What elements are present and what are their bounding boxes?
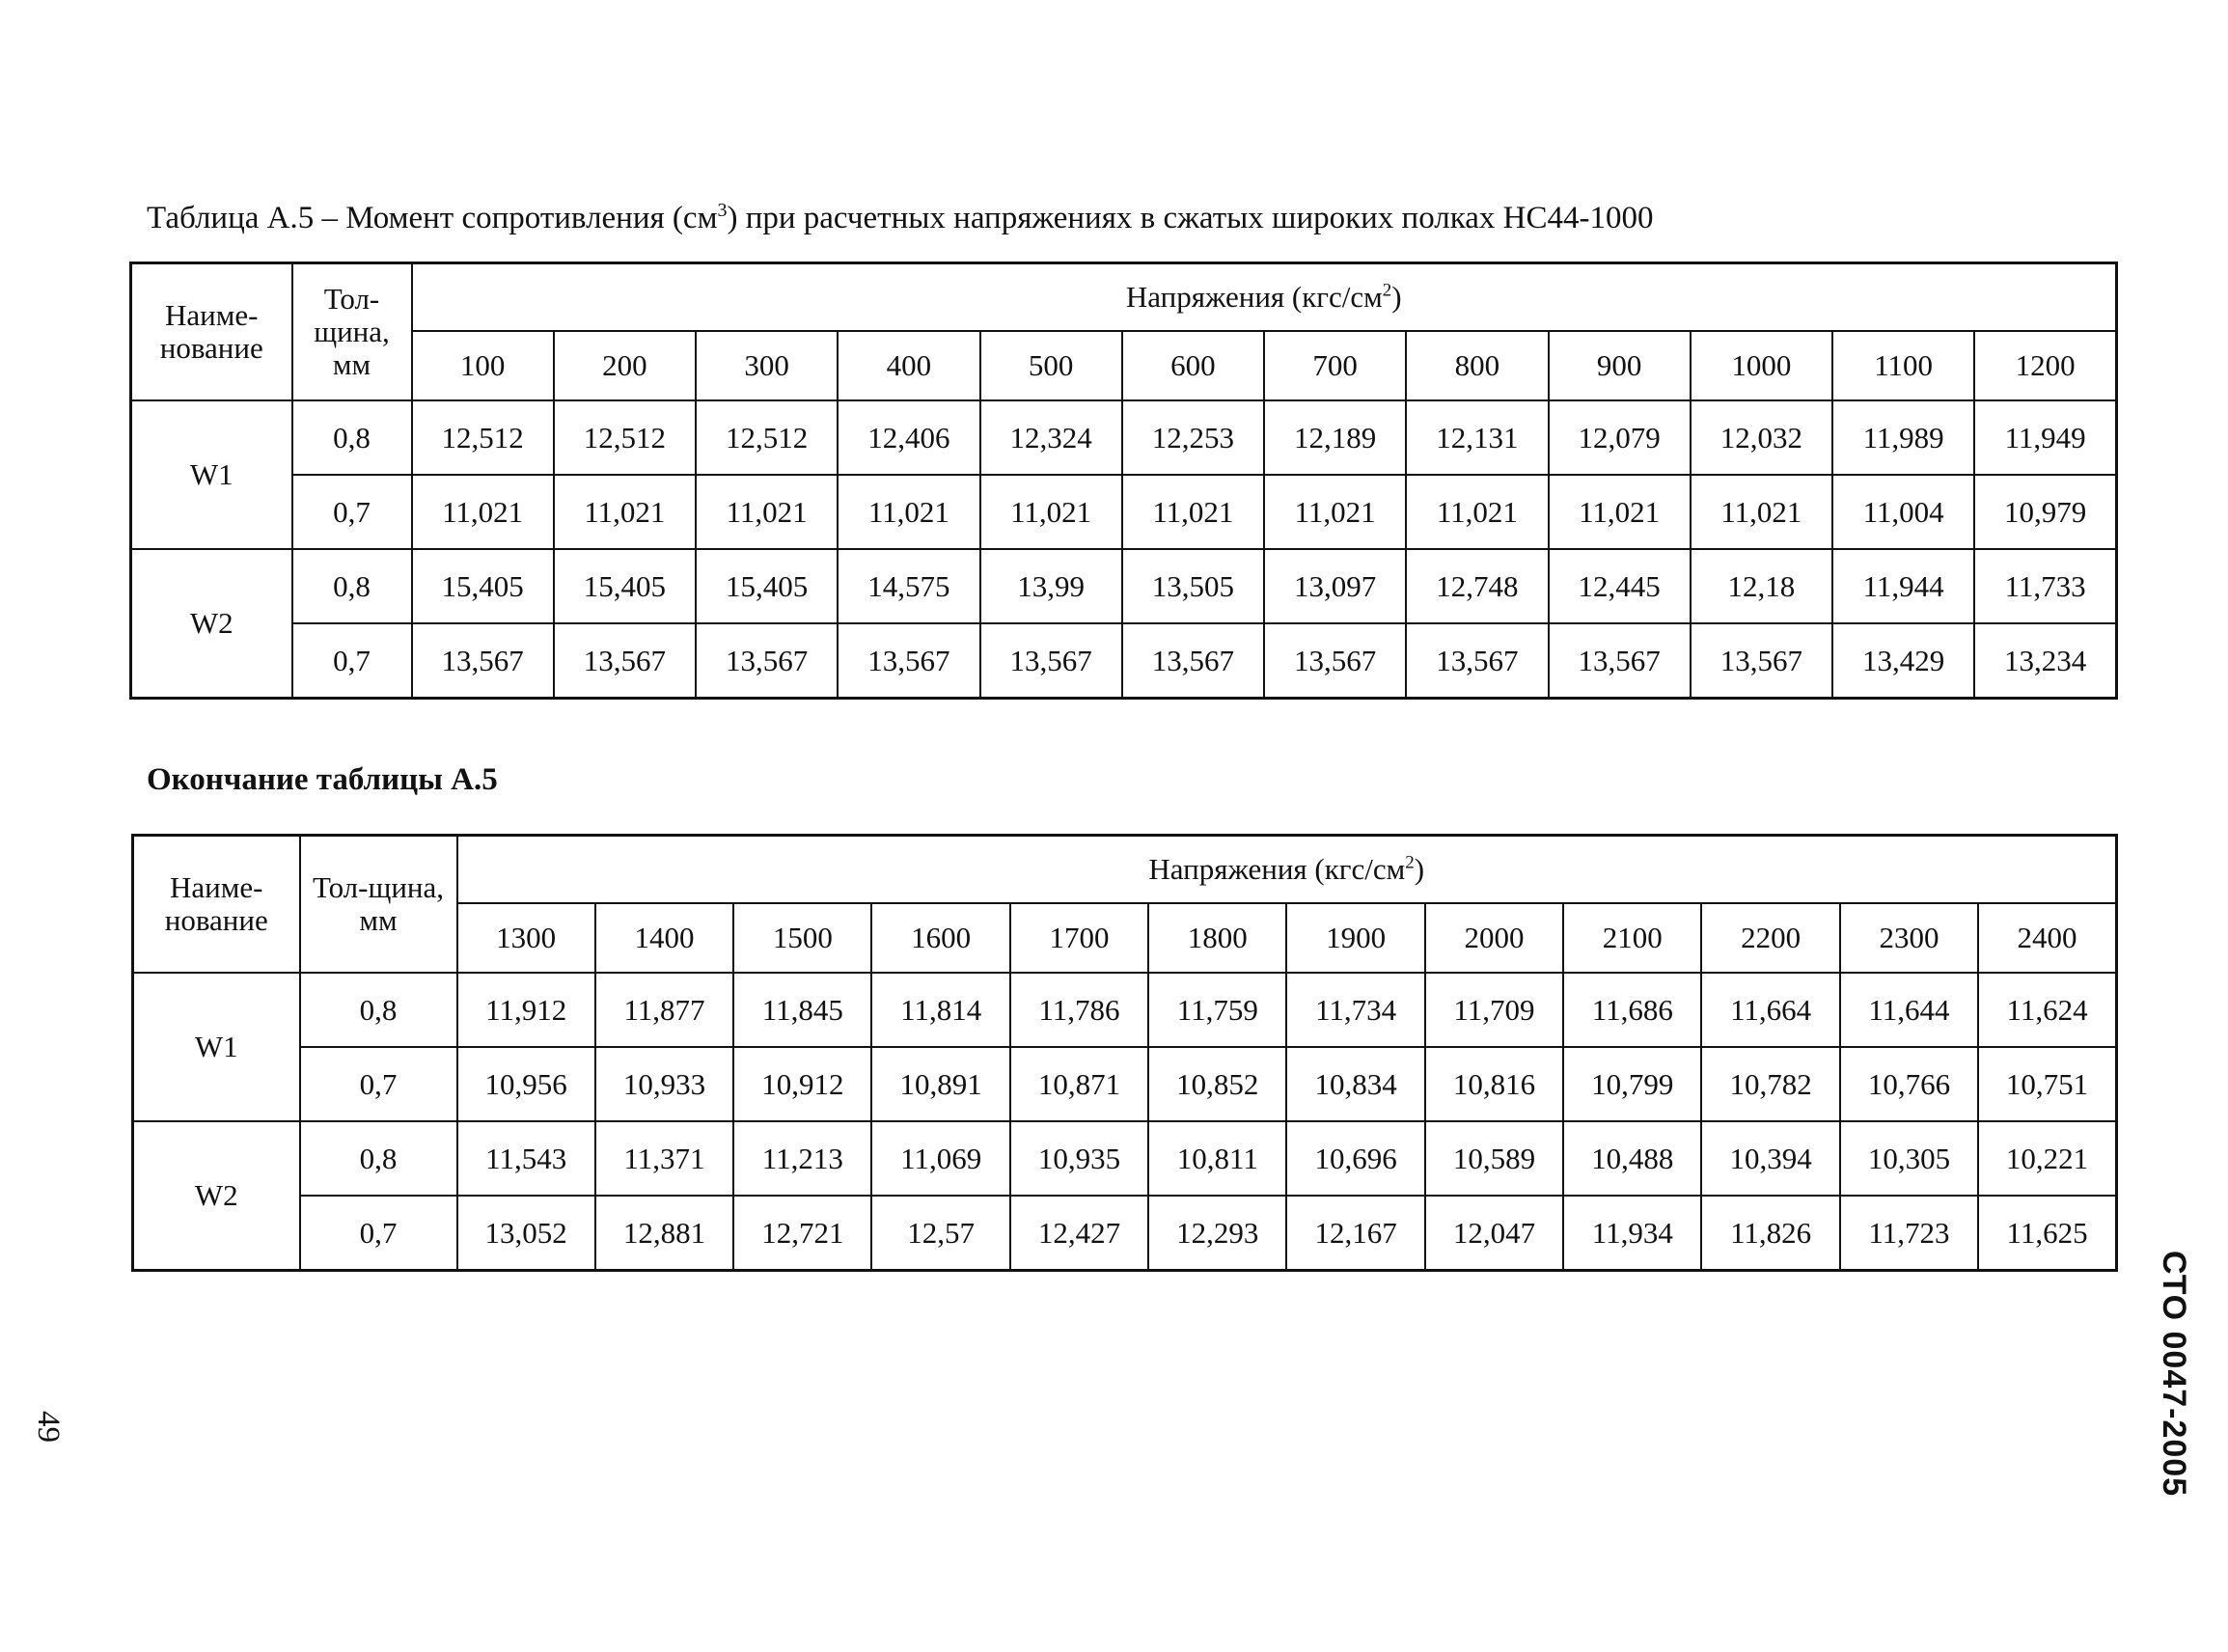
value-cell: 12,189 (1264, 400, 1406, 475)
row-group-name: W2 (133, 1121, 300, 1271)
value-cell: 11,543 (457, 1121, 595, 1196)
stress-column-header: 1600 (871, 903, 1009, 973)
value-cell: 12,57 (871, 1196, 1009, 1271)
value-cell: 13,505 (1122, 549, 1264, 623)
value-cell: 11,845 (733, 973, 871, 1047)
value-cell: 11,814 (871, 973, 1009, 1047)
stress-column-header: 1000 (1691, 331, 1832, 400)
stress-column-header: 500 (980, 331, 1122, 400)
header-stress-superscript: 2 (1405, 852, 1415, 873)
stress-column-header: 1700 (1010, 903, 1148, 973)
stress-column-header: 400 (838, 331, 979, 400)
value-cell: 11,786 (1010, 973, 1148, 1047)
stress-column-header: 1200 (1974, 331, 2116, 400)
header-name: Наиме-нование (133, 836, 300, 974)
value-cell: 12,18 (1691, 549, 1832, 623)
value-cell: 11,213 (733, 1121, 871, 1196)
stress-column-header: 2300 (1840, 903, 1978, 973)
thickness-cell: 0,7 (292, 623, 412, 699)
header-stress-text: Напряжения (кгс/см (1148, 852, 1406, 886)
value-cell: 10,766 (1840, 1047, 1978, 1121)
value-cell: 10,751 (1978, 1047, 2116, 1121)
value-cell: 12,748 (1406, 549, 1548, 623)
stress-column-header: 1100 (1832, 331, 1974, 400)
caption-text-suffix: ) при расчетных напряжениях в сжатых широких полках НС44-1000 (727, 201, 1654, 235)
value-cell: 10,956 (457, 1047, 595, 1121)
stress-column-header: 1800 (1148, 903, 1286, 973)
value-cell: 11,371 (595, 1121, 733, 1196)
header-name: Наиме-нование (131, 263, 292, 401)
value-cell: 11,877 (595, 973, 733, 1047)
value-cell: 11,944 (1832, 549, 1974, 623)
value-cell: 11,021 (1406, 475, 1548, 549)
value-cell: 11,826 (1701, 1196, 1839, 1271)
thickness-cell: 0,7 (300, 1047, 457, 1121)
stress-column-header: 1300 (457, 903, 595, 973)
value-cell: 13,567 (554, 623, 696, 699)
value-cell: 10,589 (1425, 1121, 1563, 1196)
value-cell: 11,734 (1286, 973, 1424, 1047)
value-cell: 11,069 (871, 1121, 1009, 1196)
thickness-cell: 0,7 (292, 475, 412, 549)
stress-column-header: 300 (696, 331, 838, 400)
value-cell: 11,021 (1122, 475, 1264, 549)
document-code: СТО 0047-2005 (2156, 1251, 2192, 1498)
value-cell: 12,131 (1406, 400, 1548, 475)
table-caption (147, 191, 1654, 237)
value-cell: 11,644 (1840, 973, 1978, 1047)
stress-column-header: 2000 (1425, 903, 1563, 973)
value-cell: 10,935 (1010, 1121, 1148, 1196)
header-thickness: Тол-щина, мм (292, 263, 412, 401)
value-cell: 13,567 (1406, 623, 1548, 699)
value-cell: 11,021 (412, 475, 554, 549)
value-cell: 13,567 (980, 623, 1122, 699)
stress-column-header: 100 (412, 331, 554, 400)
value-cell: 12,512 (412, 400, 554, 475)
value-cell: 14,575 (838, 549, 979, 623)
moment-table-part-2 (131, 834, 2118, 1272)
value-cell: 11,989 (1832, 400, 1974, 475)
row-group-name: W1 (133, 973, 300, 1121)
value-cell: 11,021 (1264, 475, 1406, 549)
header-row (131, 263, 2117, 332)
thickness-cell: 0,7 (300, 1196, 457, 1271)
value-cell: 12,881 (595, 1196, 733, 1271)
header-row (133, 836, 2117, 904)
caption-text: Таблица А.5 – Момент сопротивления (см (147, 201, 718, 235)
thickness-cell: 0,8 (300, 973, 457, 1047)
value-cell: 15,405 (554, 549, 696, 623)
stress-column-header: 2400 (1978, 903, 2116, 973)
value-cell: 11,021 (980, 475, 1122, 549)
value-cell: 11,912 (457, 973, 595, 1047)
value-cell: 11,686 (1563, 973, 1701, 1047)
stress-column-header: 600 (1122, 331, 1264, 400)
value-cell: 13,567 (1691, 623, 1832, 699)
value-cell: 11,021 (696, 475, 838, 549)
value-cell: 12,032 (1691, 400, 1832, 475)
value-cell: 13,99 (980, 549, 1122, 623)
value-cell: 11,021 (554, 475, 696, 549)
row-group-name: W2 (131, 549, 292, 699)
value-cell: 11,004 (1832, 475, 1974, 549)
value-cell: 12,427 (1010, 1196, 1148, 1271)
value-cell: 10,891 (871, 1047, 1009, 1121)
value-cell: 11,624 (1978, 973, 2116, 1047)
value-cell: 12,406 (838, 400, 979, 475)
value-cell: 11,934 (1563, 1196, 1701, 1271)
page-number: 49 (31, 1411, 66, 1443)
header-stress (457, 836, 2117, 904)
value-cell: 11,021 (1691, 475, 1832, 549)
table-row (131, 400, 2117, 475)
thickness-cell: 0,8 (292, 549, 412, 623)
table-continuation-title: Окончание таблицы А.5 (147, 762, 498, 797)
value-cell: 13,567 (838, 623, 979, 699)
value-cell: 11,021 (838, 475, 979, 549)
value-cell: 12,721 (733, 1196, 871, 1271)
table-row (131, 623, 2117, 699)
value-cell: 11,733 (1974, 549, 2116, 623)
header-stress-suffix: ) (1391, 280, 1402, 314)
stress-values-row (131, 331, 2117, 400)
value-cell: 10,696 (1286, 1121, 1424, 1196)
moment-table-part-1 (129, 262, 2118, 700)
value-cell: 13,052 (457, 1196, 595, 1271)
value-cell: 12,445 (1549, 549, 1691, 623)
table-row (133, 1196, 2117, 1271)
table-row (133, 1047, 2117, 1121)
value-cell: 10,488 (1563, 1121, 1701, 1196)
table-row (131, 475, 2117, 549)
stress-column-header: 800 (1406, 331, 1548, 400)
value-cell: 10,834 (1286, 1047, 1424, 1121)
value-cell: 12,512 (696, 400, 838, 475)
row-group-name: W1 (131, 400, 292, 549)
value-cell: 10,979 (1974, 475, 2116, 549)
value-cell: 12,167 (1286, 1196, 1424, 1271)
value-cell: 13,429 (1832, 623, 1974, 699)
value-cell: 13,234 (1974, 623, 2116, 699)
stress-column-header: 2200 (1701, 903, 1839, 973)
table-row (133, 1121, 2117, 1196)
value-cell: 15,405 (412, 549, 554, 623)
stress-column-header: 900 (1549, 331, 1691, 400)
value-cell: 10,852 (1148, 1047, 1286, 1121)
thickness-cell: 0,8 (300, 1121, 457, 1196)
stress-column-header: 1400 (595, 903, 733, 973)
value-cell: 12,047 (1425, 1196, 1563, 1271)
value-cell: 10,912 (733, 1047, 871, 1121)
stress-column-header: 700 (1264, 331, 1406, 400)
value-cell: 13,567 (412, 623, 554, 699)
value-cell: 11,759 (1148, 973, 1286, 1047)
header-stress-text: Напряжения (кгс/см (1125, 280, 1383, 314)
value-cell: 10,816 (1425, 1047, 1563, 1121)
value-cell: 10,305 (1840, 1121, 1978, 1196)
value-cell: 10,221 (1978, 1121, 2116, 1196)
value-cell: 11,625 (1978, 1196, 2116, 1271)
value-cell: 10,799 (1563, 1047, 1701, 1121)
value-cell: 10,933 (595, 1047, 733, 1121)
value-cell: 13,567 (696, 623, 838, 699)
value-cell: 13,567 (1549, 623, 1691, 699)
value-cell: 13,567 (1122, 623, 1264, 699)
value-cell: 12,324 (980, 400, 1122, 475)
header-stress (412, 263, 2117, 332)
table-row (133, 973, 2117, 1047)
header-stress-superscript: 2 (1382, 280, 1392, 301)
value-cell: 12,293 (1148, 1196, 1286, 1271)
header-stress-suffix: ) (1414, 852, 1425, 886)
value-cell: 11,709 (1425, 973, 1563, 1047)
value-cell: 15,405 (696, 549, 838, 623)
stress-column-header: 1500 (733, 903, 871, 973)
value-cell: 10,782 (1701, 1047, 1839, 1121)
value-cell: 13,097 (1264, 549, 1406, 623)
value-cell: 11,664 (1701, 973, 1839, 1047)
value-cell: 12,253 (1122, 400, 1264, 475)
value-cell: 13,567 (1264, 623, 1406, 699)
value-cell: 10,811 (1148, 1121, 1286, 1196)
header-thickness: Тол-щина, мм (300, 836, 457, 974)
caption-superscript: 3 (717, 200, 728, 221)
value-cell: 12,512 (554, 400, 696, 475)
value-cell: 11,949 (1974, 400, 2116, 475)
value-cell: 12,079 (1549, 400, 1691, 475)
value-cell: 11,723 (1840, 1196, 1978, 1271)
thickness-cell: 0,8 (292, 400, 412, 475)
stress-column-header: 2100 (1563, 903, 1701, 973)
stress-column-header: 1900 (1286, 903, 1424, 973)
value-cell: 10,871 (1010, 1047, 1148, 1121)
value-cell: 11,021 (1549, 475, 1691, 549)
table-row (131, 549, 2117, 623)
stress-column-header: 200 (554, 331, 696, 400)
value-cell: 10,394 (1701, 1121, 1839, 1196)
